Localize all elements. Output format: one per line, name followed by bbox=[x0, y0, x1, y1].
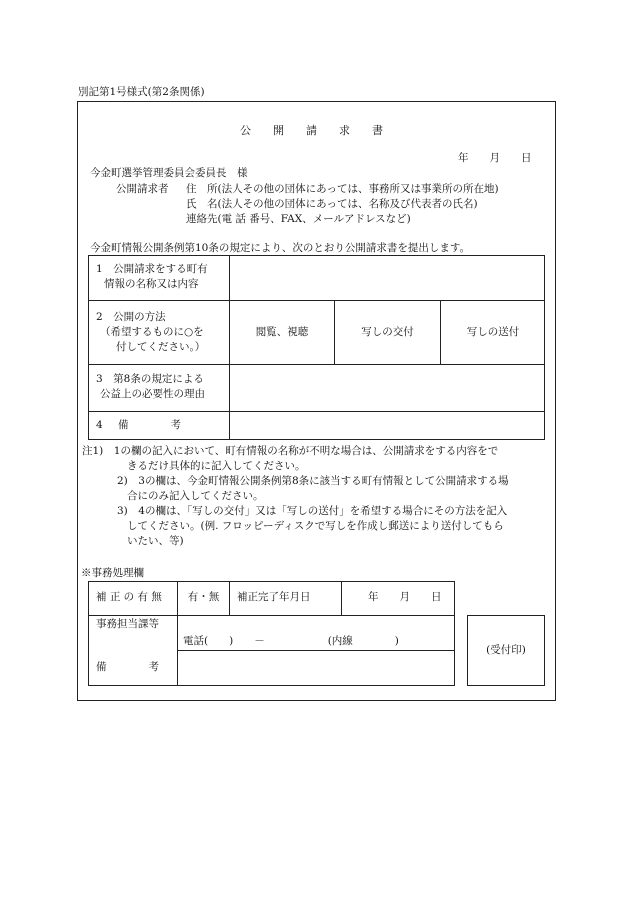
office-table-divider bbox=[341, 581, 342, 615]
row1-label-line: 情報の名称又は内容 bbox=[104, 278, 199, 290]
note-line: してください。(例. フロッピーディスクで写しを作成し郵送により送付してもら bbox=[127, 520, 504, 532]
row1-label-line: 1 公開請求をする町有 bbox=[96, 263, 208, 275]
correction-label: 補 正 の 有 無 bbox=[96, 591, 162, 603]
note-line: 2) 3の欄は、今金町情報公開条例第8条に該当する町有情報として公開請求する場 bbox=[117, 475, 509, 487]
form-label: 別記第1号様式(第2条関係) bbox=[78, 86, 205, 98]
note-line: きるだけ具体的に記入してください。 bbox=[127, 460, 306, 472]
addressee: 今金町選挙管理委員会委員長 様 bbox=[90, 167, 248, 179]
date-line: 年 月 日 bbox=[458, 152, 532, 164]
staff-field[interactable] bbox=[179, 617, 453, 631]
request-table-divider bbox=[229, 255, 230, 440]
requester-name: 氏 名(法人その他の団体にあっては、名称及び代表者の氏名) bbox=[186, 198, 478, 210]
info-name-field[interactable] bbox=[231, 257, 543, 299]
row2-label bbox=[96, 310, 205, 355]
row3-label-line: 3 第8条の規定による bbox=[96, 373, 204, 385]
request-table-rule bbox=[88, 411, 545, 412]
request-table-rule bbox=[88, 364, 545, 365]
row2-label-line: 付してください。） bbox=[116, 341, 206, 353]
note-line: 3) 4の欄は、「写しの交付」又は「写しの送付」を希望する場合にその方法を記入 bbox=[117, 505, 508, 517]
method-view-option[interactable]: 閲覧、視聴 bbox=[255, 326, 309, 338]
remarks-field[interactable] bbox=[231, 413, 543, 439]
row3-label-line: 公益上の必要性の理由 bbox=[100, 388, 205, 400]
form-title: 公 開 請 求 書 bbox=[240, 124, 383, 137]
correction-value[interactable]: 有・無 bbox=[187, 591, 220, 603]
office-heading: ※事務処理欄 bbox=[81, 567, 144, 579]
office-remarks-field[interactable] bbox=[179, 652, 453, 684]
requester-contact: 連絡先(電 話 番号、FAX、メールアドレスなど) bbox=[186, 213, 411, 225]
statement: 今金町情報公開条例第10条の規定により、次のとおり公開請求書を提出します。 bbox=[90, 242, 471, 254]
note-line: 合にのみ記入してください。 bbox=[127, 490, 264, 502]
correction-date-label: 補正完了年月日 bbox=[237, 591, 311, 603]
reason-field[interactable] bbox=[231, 366, 543, 410]
method-copy-mail-option[interactable]: 写しの送付 bbox=[466, 326, 520, 338]
reception-stamp-label: (受付印) bbox=[486, 644, 526, 656]
row4-number: 4 bbox=[96, 419, 103, 431]
correction-date-value: 年 月 日 bbox=[368, 591, 442, 603]
note-line: 注1) 1の欄の記入において、町有情報の名称が不明な場合は、公開請求をする内容をで bbox=[82, 445, 499, 457]
row2-label-line: （希望するものに○を bbox=[100, 326, 204, 338]
note-line: いたい、等) bbox=[127, 535, 184, 547]
row1-label bbox=[96, 262, 208, 292]
office-table-rule bbox=[177, 650, 455, 651]
requester-label: 公開請求者 bbox=[116, 183, 169, 195]
requester-address: 住 所(法人その他の団体にあっては、事務所又は事業所の所在地) bbox=[186, 183, 499, 195]
phone-line: 電話( ) － (内線 ) bbox=[183, 635, 399, 647]
staff-label: 事務担当課等 bbox=[96, 618, 159, 630]
row3-label bbox=[96, 372, 205, 402]
office-remarks-label: 備 考 bbox=[96, 661, 159, 673]
office-table-rule bbox=[88, 615, 455, 616]
method-copy-delivery-option[interactable]: 写しの交付 bbox=[361, 326, 414, 338]
row2-label-line: 2 公開の方法 bbox=[96, 311, 166, 323]
row4-label: 備 考 bbox=[118, 419, 181, 431]
office-table-divider bbox=[229, 581, 230, 615]
request-table-rule bbox=[88, 300, 545, 301]
